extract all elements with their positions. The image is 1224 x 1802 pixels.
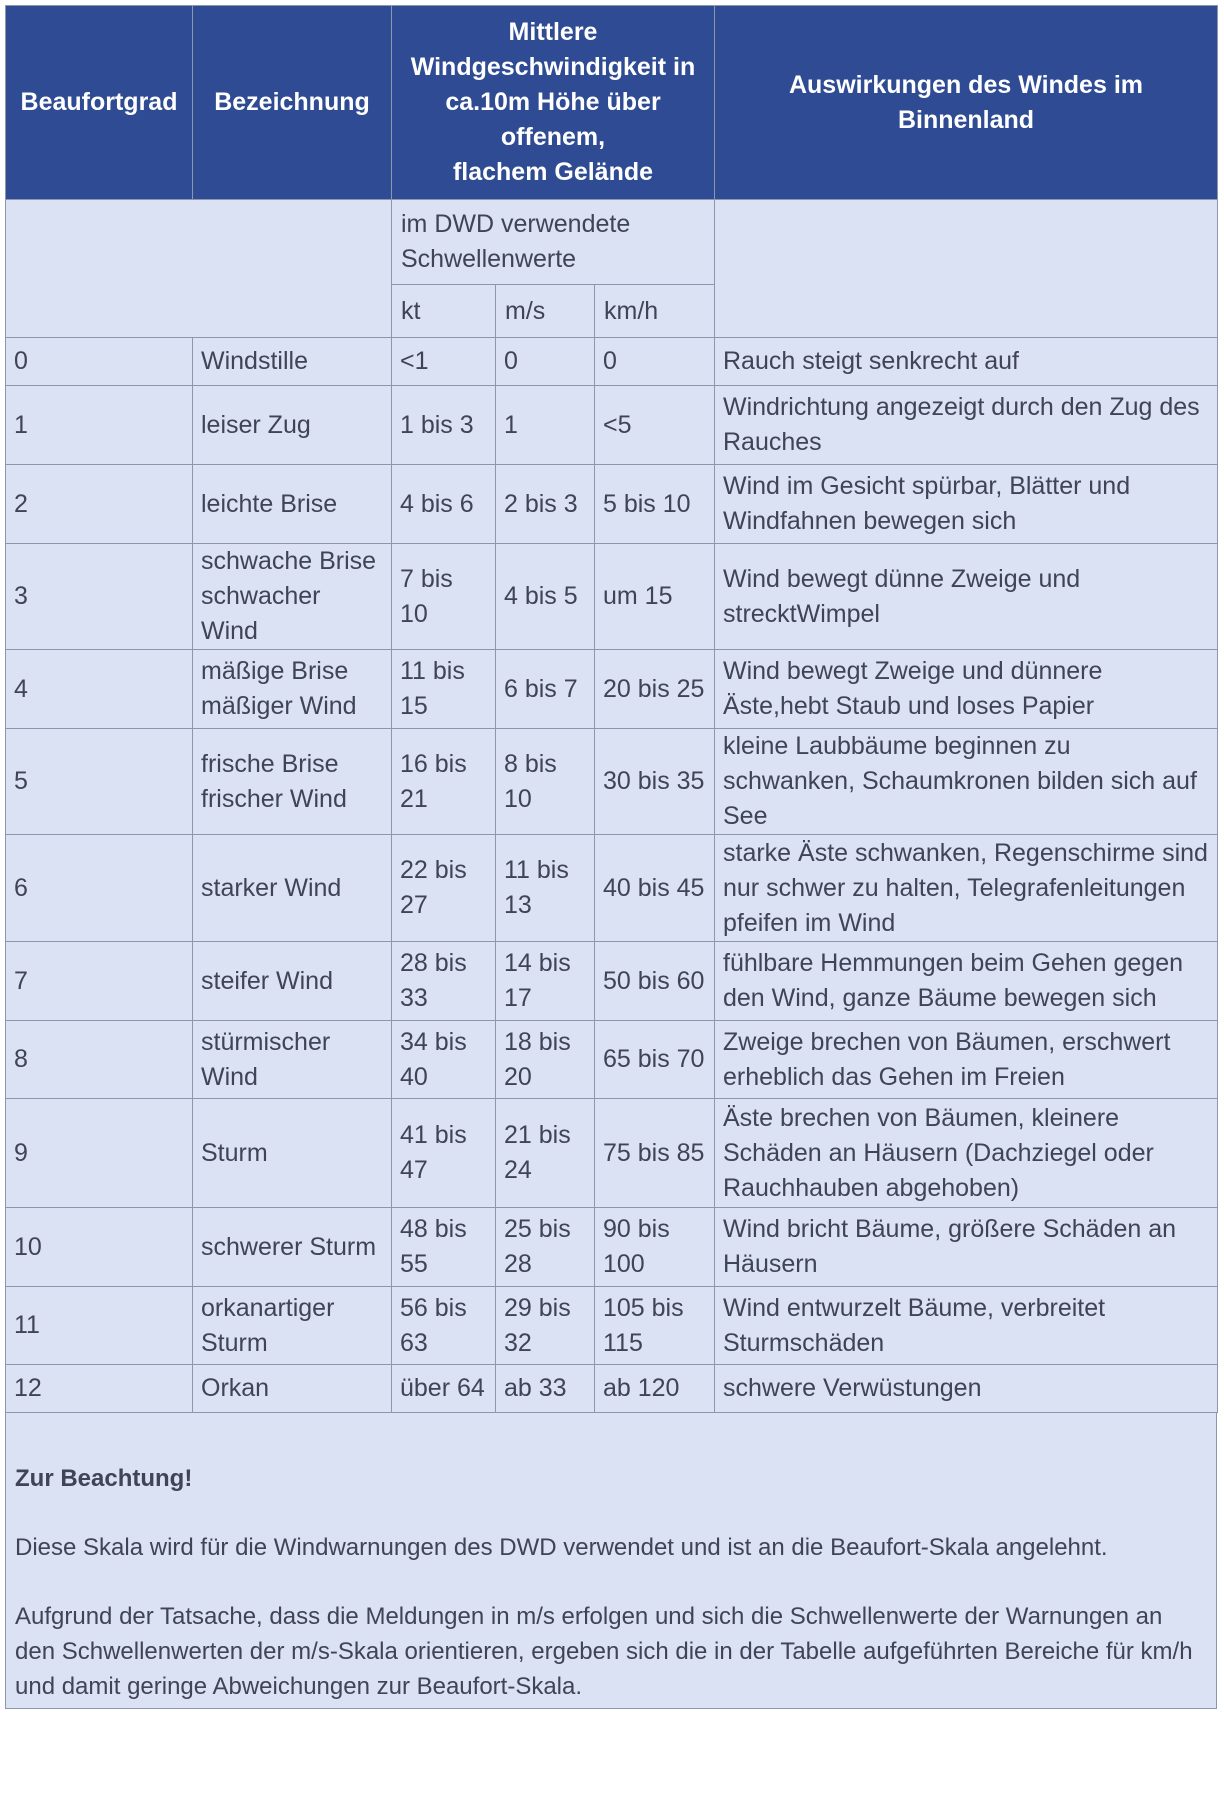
notes-paragraph-1: Diese Skala wird für die Windwarnungen des DWD verwendet und ist an die Beaufort-Skala angelehnt. [15,1534,1108,1561]
cell-designation: leichte Brise [193,465,392,544]
header-windspeed-line: Mittlere [508,18,598,46]
cell-designation: steifer Wind [193,942,392,1021]
cell-beaufort-grade: 6 [6,835,193,942]
table-row [6,729,1218,835]
cell-effect: Wind im Gesicht spürbar, Blätter und Windfahnen bewegen sich [715,465,1218,544]
cell-beaufort-grade: 9 [6,1099,193,1208]
cell-kt: 7 bis 10 [392,544,496,650]
cell-kmh: ab 120 [595,1365,715,1413]
unit-ms: m/s [496,285,595,338]
cell-ms: 4 bis 5 [496,544,595,650]
cell-kt: 56 bis 63 [392,1287,496,1365]
cell-designation: schwerer Sturm [193,1208,392,1287]
table-row [6,1208,1218,1287]
header-windspeed-line: Windgeschwindigkeit in [410,53,696,81]
cell-ms: 18 bis 20 [496,1021,595,1099]
cell-kt: über 64 [392,1365,496,1413]
cell-designation: leiser Zug [193,386,392,465]
cell-kt: 1 bis 3 [392,386,496,465]
cell-beaufort-grade: 10 [6,1208,193,1287]
cell-ms: 25 bis 28 [496,1208,595,1287]
cell-kmh: 105 bis 115 [595,1287,715,1365]
cell-kt: 34 bis 40 [392,1021,496,1099]
cell-effect: schwere Verwüstungen [715,1365,1218,1413]
table-header [6,6,1218,200]
beaufort-table [5,5,1218,1413]
table-row [6,942,1218,1021]
cell-kt: 48 bis 55 [392,1208,496,1287]
beaufort-table-container [5,5,1217,1709]
cell-effect: Wind bewegt dünne Zweige und strecktWimpel [715,544,1218,650]
cell-ms: 29 bis 32 [496,1287,595,1365]
cell-kt: 11 bis 15 [392,650,496,729]
cell-beaufort-grade: 4 [6,650,193,729]
cell-ms: ab 33 [496,1365,595,1413]
cell-ms: 11 bis 13 [496,835,595,942]
cell-kmh: 5 bis 10 [595,465,715,544]
cell-ms: 21 bis 24 [496,1099,595,1208]
header-windspeed-line: offenem, [500,123,606,151]
table-row [6,1365,1218,1413]
subheader-empty [6,200,392,338]
cell-beaufort-grade: 1 [6,386,193,465]
cell-kt: 4 bis 6 [392,465,496,544]
cell-effect: kleine Laubbäume beginnen zu schwanken, Schaumkronen bilden sich auf See [715,729,1218,835]
table-row [6,1021,1218,1099]
cell-kt: <1 [392,338,496,386]
table-row [6,544,1218,650]
cell-kmh: 40 bis 45 [595,835,715,942]
cell-designation: Windstille [193,338,392,386]
cell-effect: Wind bewegt Zweige und dünnere Äste,hebt Staub und loses Papier [715,650,1218,729]
header-beaufortgrad: Beaufortgrad [6,6,193,200]
header-windspeed-line: flachem Gelände [452,158,654,186]
cell-effect: Windrichtung angezeigt durch den Zug des Rauches [715,386,1218,465]
notes-box [5,1413,1217,1709]
cell-effect: Wind entwurzelt Bäume, verbreitet Sturmschäden [715,1287,1218,1365]
cell-kmh: 65 bis 70 [595,1021,715,1099]
table-body [6,200,1218,1413]
table-row [6,465,1218,544]
unit-kmh: km/h [595,285,715,338]
header-bezeichnung: Bezeichnung [193,6,392,200]
unit-kt: kt [392,285,496,338]
cell-kt: 41 bis 47 [392,1099,496,1208]
cell-beaufort-grade: 3 [6,544,193,650]
cell-kmh: 50 bis 60 [595,942,715,1021]
cell-ms: 6 bis 7 [496,650,595,729]
cell-kmh: um 15 [595,544,715,650]
cell-ms: 2 bis 3 [496,465,595,544]
cell-designation: starker Wind [193,835,392,942]
cell-ms: 8 bis 10 [496,729,595,835]
cell-designation: frische Brise frischer Wind [193,729,392,835]
cell-effect: starke Äste schwanken, Regenschirme sind nur schwer zu halten, Telegrafenleitungen pfeifen im Wind [715,835,1218,942]
table-row [6,835,1218,942]
cell-beaufort-grade: 0 [6,338,193,386]
cell-kmh: 90 bis 100 [595,1208,715,1287]
cell-kt: 16 bis 21 [392,729,496,835]
cell-beaufort-grade: 5 [6,729,193,835]
cell-designation: Sturm [193,1099,392,1208]
table-row [6,650,1218,729]
cell-effect: fühlbare Hemmungen beim Gehen gegen den Wind, ganze Bäume bewegen sich [715,942,1218,1021]
cell-ms: 0 [496,338,595,386]
cell-effect: Zweige brechen von Bäumen, erschwert erheblich das Gehen im Freien [715,1021,1218,1099]
table-row [6,1287,1218,1365]
cell-kmh: <5 [595,386,715,465]
cell-designation: Orkan [193,1365,392,1413]
cell-designation: stürmischer Wind [193,1021,392,1099]
cell-ms: 14 bis 17 [496,942,595,1021]
cell-designation: mäßige Brise mäßiger Wind [193,650,392,729]
table-row [6,338,1218,386]
table-row [6,386,1218,465]
cell-kt: 22 bis 27 [392,835,496,942]
cell-effect: Wind bricht Bäume, größere Schäden an Häusern [715,1208,1218,1287]
cell-ms: 1 [496,386,595,465]
cell-effect: Äste brechen von Bäumen, kleinere Schäden an Häusern (Dachziegel oder Rauchhauben abgehoben) [715,1099,1218,1208]
cell-effect: Rauch steigt senkrecht auf [715,338,1218,386]
header-windspeed-line: ca.10m Höhe über [445,88,661,116]
cell-kmh: 20 bis 25 [595,650,715,729]
table-row [6,1099,1218,1208]
notes-heading: Zur Beachtung! [15,1465,193,1492]
cell-beaufort-grade: 8 [6,1021,193,1099]
notes-paragraph-2: Aufgrund der Tatsache, dass die Meldungen in m/s erfolgen und sich die Schwellenwerte der Warnungen an den Schwellenwerten der m/s-Skala orientieren, ergeben sich die in der Tabelle aufgeführten Bereiche für km/h und damit geringe Abweichungen zur Beaufort-Skala. [15,1603,1193,1700]
subheader-row [6,200,1218,285]
cell-kt: 28 bis 33 [392,942,496,1021]
header-effects-line: Binnenland [897,105,1035,134]
cell-kmh: 30 bis 35 [595,729,715,835]
header-windspeed [392,6,715,200]
subheader-dwd-note: im DWD verwendete Schwellenwerte [392,200,715,285]
cell-designation: schwache Brise schwacher Wind [193,544,392,650]
subheader-empty-effects [715,200,1218,338]
cell-kmh: 75 bis 85 [595,1099,715,1208]
header-effects-line: Auswirkungen des Windes im [788,70,1143,99]
cell-beaufort-grade: 12 [6,1365,193,1413]
cell-beaufort-grade: 7 [6,942,193,1021]
cell-beaufort-grade: 11 [6,1287,193,1365]
cell-designation: orkanartiger Sturm [193,1287,392,1365]
header-effects [715,6,1218,200]
cell-beaufort-grade: 2 [6,465,193,544]
cell-kmh: 0 [595,338,715,386]
